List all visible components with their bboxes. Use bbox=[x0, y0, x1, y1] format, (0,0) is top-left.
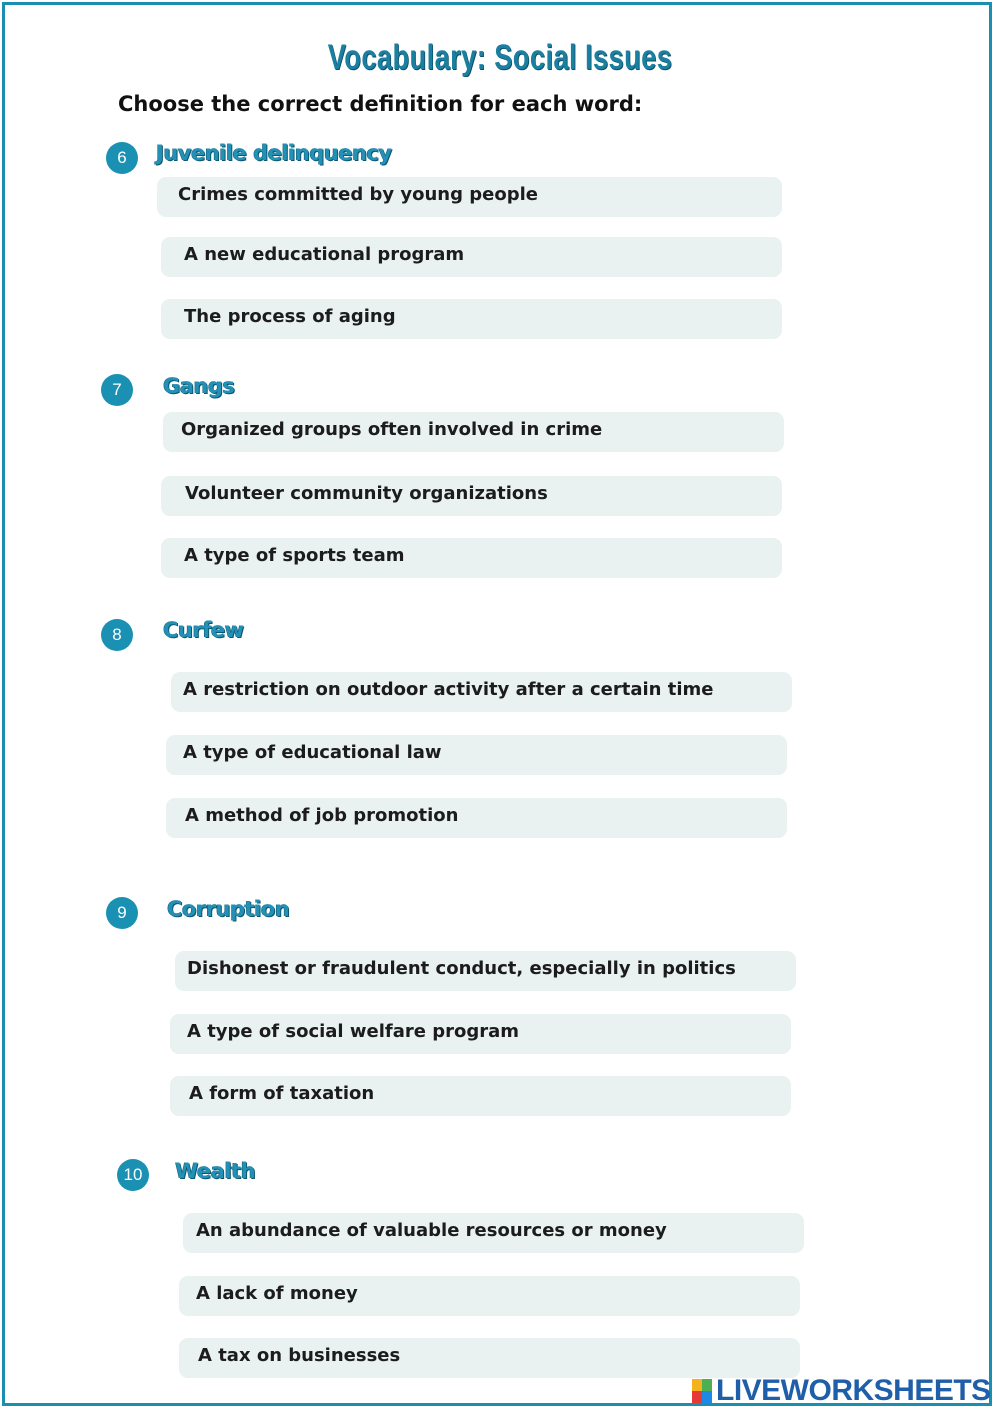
answer-option[interactable]: An abundance of valuable resources or money bbox=[183, 1213, 804, 1253]
answer-option[interactable]: A type of social welfare program bbox=[170, 1014, 791, 1054]
answer-option[interactable]: Organized groups often involved in crime bbox=[163, 412, 784, 452]
question-number-badge: 7 bbox=[101, 374, 133, 406]
answer-option[interactable]: A restriction on outdoor activity after a certain time bbox=[171, 672, 792, 712]
answer-option[interactable]: A form of taxation bbox=[170, 1076, 791, 1116]
answer-option[interactable]: A type of educational law bbox=[166, 735, 787, 775]
question-word: Wealth bbox=[175, 1159, 256, 1183]
question-number-badge: 8 bbox=[101, 619, 133, 651]
answer-option[interactable]: Volunteer community organizations bbox=[161, 476, 782, 516]
liveworksheets-logo bbox=[692, 1373, 991, 1409]
answer-option[interactable]: A type of sports team bbox=[161, 538, 782, 578]
answer-option[interactable]: Crimes committed by young people bbox=[157, 177, 782, 217]
answer-option[interactable]: The process of aging bbox=[161, 299, 782, 339]
liveworksheets-logo-icon bbox=[692, 1379, 712, 1403]
question-number-badge: 6 bbox=[106, 142, 138, 174]
answer-option[interactable]: A method of job promotion bbox=[166, 798, 787, 838]
answer-option[interactable]: A new educational program bbox=[161, 237, 782, 277]
answer-option[interactable]: Dishonest or fraudulent conduct, especially in politics bbox=[175, 951, 796, 991]
answer-option[interactable]: A lack of money bbox=[179, 1276, 800, 1316]
logo-text: LIVEWORKSHEETS bbox=[716, 1374, 991, 1407]
answer-option[interactable]: A tax on businesses bbox=[179, 1338, 800, 1378]
question-word: Gangs bbox=[163, 374, 235, 398]
question-word: Juvenile delinquency bbox=[156, 141, 392, 165]
question-word: Curfew bbox=[163, 618, 244, 642]
instructions: Choose the correct definition for each word: bbox=[118, 92, 643, 116]
question-word: Corruption bbox=[167, 897, 290, 921]
question-number-badge: 9 bbox=[106, 897, 138, 929]
page-title: Vocabulary: Social Issues bbox=[327, 38, 673, 77]
question-number-badge: 10 bbox=[117, 1159, 149, 1191]
